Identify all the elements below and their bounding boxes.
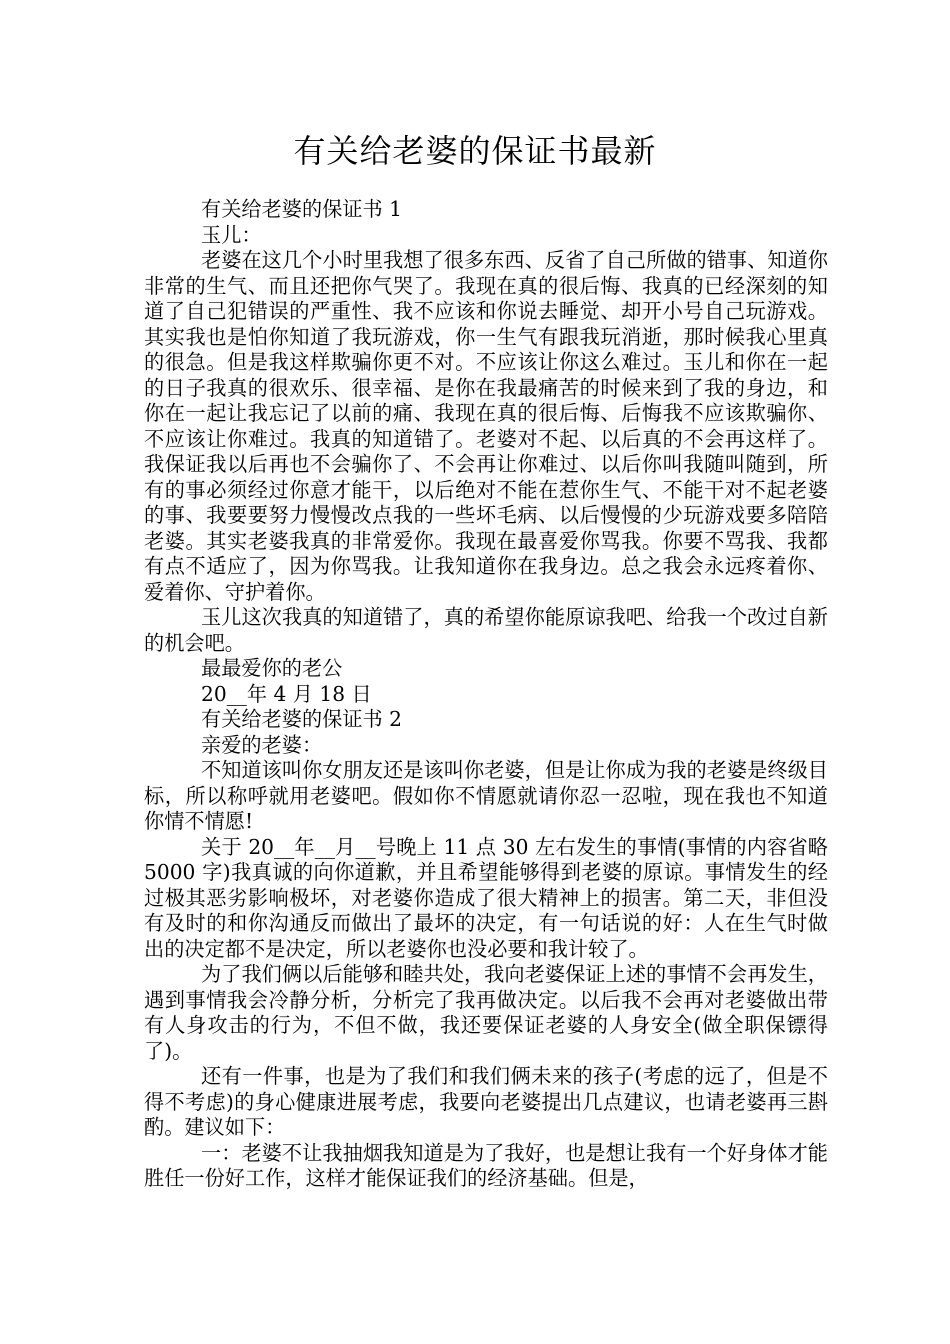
document-body	[144, 197, 828, 1192]
date: 20__年 4 月 18 日	[201, 681, 372, 706]
paragraph-5: 为了我们俩以后能够和睦共处，我向老婆保证上述的事情不会再发生，遇到事情我会冷静分析，分析完了我再做决定。以后我不会再对老婆做出带有人身攻击的行为，不但不做，我还要保证老婆的人身安全(做全职保镖得了)。	[144, 962, 828, 1063]
paragraph-1: 老婆在这几个小时里我想了很多东西、反省了自己所做的错事、知道你非常的生气、而且还把你气哭了。我现在真的很后悔、我真的已经深刻的知道了自己犯错误的严重性、我不应该和你说去睡觉、却开小号自己玩游戏。其实我也是怕你知道了我玩游戏，你一生气有跟我玩消逝，那时候我心里真的很急。但是我这样欺骗你更不对。不应该让你这么难过。玉儿和你在一起的日子我真的很欢乐、很幸福、是你在我最痛苦的时候来到了我的身边，和你在一起让我忘记了以前的痛、我现在真的很后悔、后悔我不应该欺骗你、不应该让你难过。我真的知道错了。老婆对不起、以后真的不会再这样了。我保证我以后再也不会骗你了、不会再让你难过、以后你叫我随叫随到，所有的事必须经过你意才能干，以后绝对不能在惹你生气、不能干对不起老婆的事、我要要努力慢慢改点我的一些坏毛病、以后慢慢的少玩游戏要多陪陪老婆。其实老婆我真的非常爱你。我现在最喜爱你骂我。你要不骂我、我都有点不适应了，因为你骂我。让我知道你在我身边。总之我会永远疼着你、爱着你、守护着你。	[144, 248, 828, 604]
paragraph-7: 一：老婆不让我抽烟我知道是为了我好，也是想让我有一个好身体才能胜任一份好工作，这样才能保证我们的经济基础。但是，	[144, 1140, 828, 1190]
document-title: 有关给老婆的保证书最新	[293, 132, 657, 170]
salutation-2: 亲爱的老婆：	[201, 732, 323, 757]
section-heading-2: 有关给老婆的保证书 2	[201, 707, 402, 731]
paragraph-2: 玉儿这次我真的知道错了，真的希望你能原谅我吧、给我一个改过自新的机会吧。	[144, 605, 828, 655]
salutation-1: 玉儿：	[201, 222, 262, 247]
paragraph-6: 还有一件事，也是为了我们和我们俩未来的孩子(考虑的远了，但是不得不考虑)的身心健康进展考虑，我要向老婆提出几点建议，也请老婆再三斟酌。建议如下：	[144, 1064, 828, 1139]
paragraph-4: 关于 20__年__月__号晚上 11 点 30 左右发生的事情(事情的内容省略 5000 字)我真诚的向你道歉，并且希望能够得到老婆的原谅。事情发生的经过极其恶劣影响极坏，对老婆你造成了很大精神上的损害。第二天，非但没有及时的和你沟通反而做出了最坏的决定，有一句话说的好：人在生气时做出的决定都不是决定，所以老婆你也没必要和我计较了。	[144, 834, 828, 961]
section-heading-1: 有关给老婆的保证书 1	[201, 197, 402, 221]
paragraph-3: 不知道该叫你女朋友还是该叫你老婆，但是让你成为我的老婆是终级目标，所以称呼就用老婆吧。假如你不情愿就请你忍一忍啦，现在我也不知道你情不情愿!	[144, 758, 828, 833]
signature: 最最爱你的老公	[201, 656, 343, 680]
